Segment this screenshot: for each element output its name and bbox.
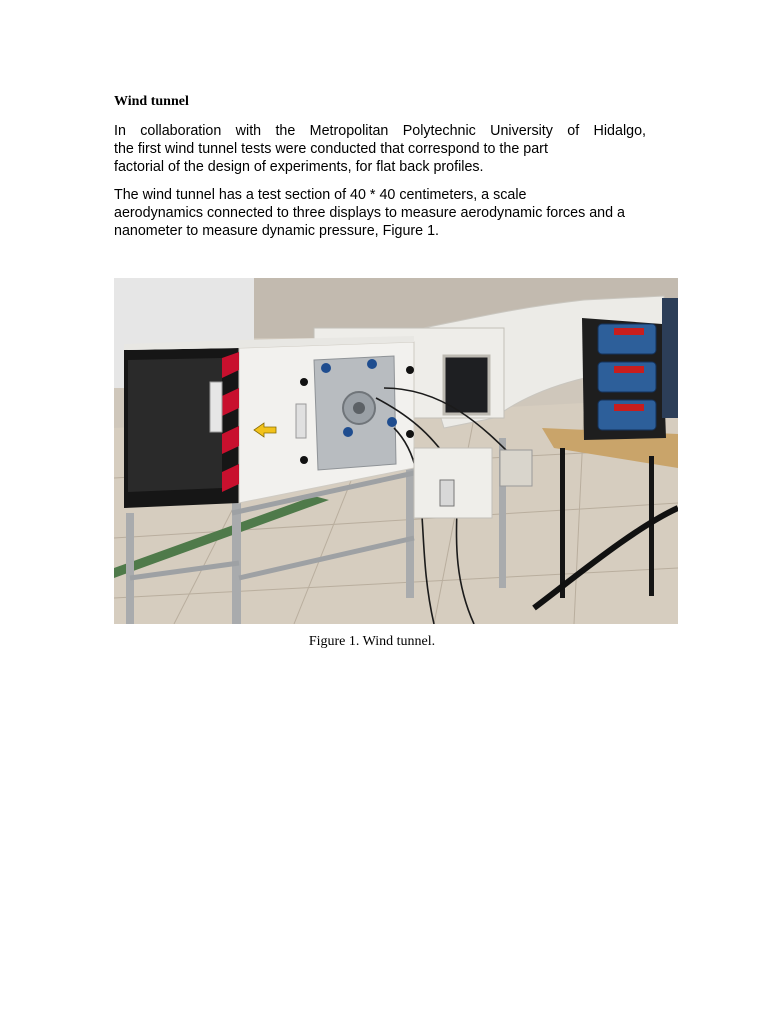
paragraph-line: In collaboration with the Metropolitan Polytechnic University of Hidalgo, [114,123,646,139]
paragraph-intro [114,122,646,176]
wind-tunnel-photo [114,278,678,624]
paragraph-line: aerodynamics connected to three displays to measure aerodynamic forces and a [114,205,625,221]
paragraph-line: nanometer to measure dynamic pressure, Figure 1. [114,223,440,239]
paragraph-description [114,186,646,240]
paragraph-line: The wind tunnel has a test section of 40 * 40 centimeters, a scale [114,187,527,203]
section-heading: Wind tunnel [114,94,189,109]
paragraph-line: the first wind tunnel tests were conducted that correspond to the part [114,141,548,157]
figure-caption: Figure 1. Wind tunnel. [308,634,436,649]
paragraph-line: factorial of the design of experiments, for flat back profiles. [114,159,484,175]
